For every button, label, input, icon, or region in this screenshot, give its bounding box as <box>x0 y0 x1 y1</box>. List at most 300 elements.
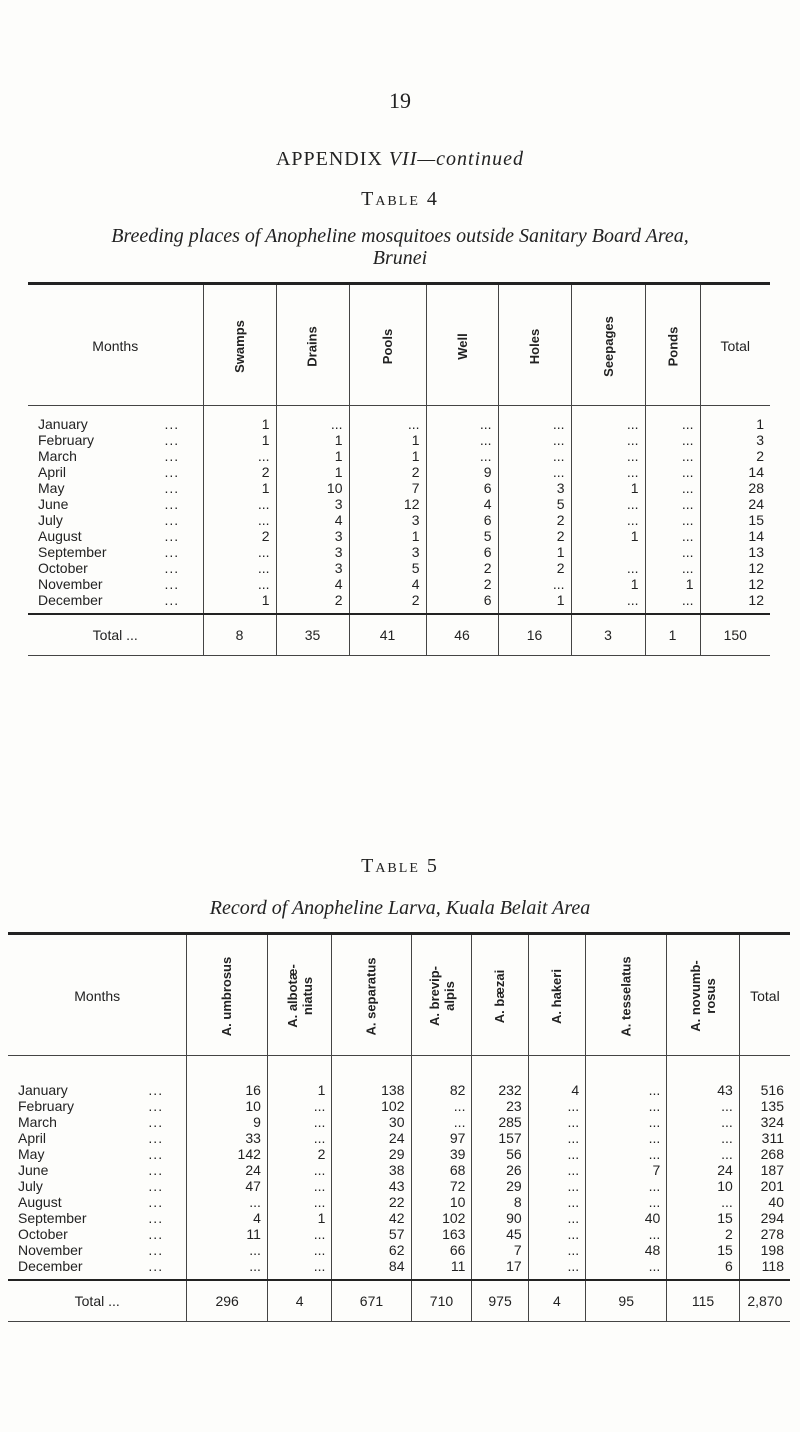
table4-row <box>28 528 770 544</box>
table5-month-cell <box>8 1242 187 1258</box>
table4-total-label: Total ... <box>28 614 203 656</box>
table5-value-cell: ... <box>528 1130 585 1146</box>
table5-value-cell: ... <box>586 1114 667 1130</box>
table4-value-cell: 2 <box>426 576 498 592</box>
table5-col-header <box>528 938 585 1056</box>
table4-spacer-cell <box>426 406 498 416</box>
table5-value-cell: 62 <box>332 1242 411 1258</box>
table4-title: Table 4 <box>361 188 439 210</box>
appendix-suffix: —continued <box>417 148 525 170</box>
table5-value-cell: ... <box>528 1146 585 1162</box>
table5-col-header-label: A. tesselatus <box>618 956 634 1037</box>
table5-value-cell: ... <box>586 1226 667 1242</box>
table5-total-label: Total ... <box>8 1280 187 1322</box>
table5-value-cell: ... <box>267 1114 332 1130</box>
table4-month-cell <box>28 576 203 592</box>
table5-value-cell: 9 <box>187 1114 267 1130</box>
table5-col-header-label: A. separatus <box>363 957 379 1036</box>
table5-month-leader: ... <box>148 1193 164 1210</box>
table4-month-label: October <box>38 559 88 576</box>
table4-row <box>28 544 770 560</box>
table5-row-total: 187 <box>739 1162 790 1178</box>
table4-value-cell: 5 <box>426 528 498 544</box>
table4-month-leader: ... <box>164 447 180 464</box>
table5-month-cell <box>8 1226 187 1242</box>
table5-month-cell <box>8 1114 187 1130</box>
table5-month-label: February <box>18 1097 75 1114</box>
table4-value-cell: ... <box>498 576 571 592</box>
table5-value-cell: ... <box>528 1114 585 1130</box>
table4-value-cell: ... <box>571 448 645 464</box>
table4-spacer-cell <box>349 406 426 416</box>
table5-value-cell: 48 <box>586 1242 667 1258</box>
table4-row-total: 3 <box>700 432 770 448</box>
table5-value-cell: ... <box>411 1114 472 1130</box>
table4-value-cell: ... <box>571 496 645 512</box>
table5-value-cell: ... <box>528 1242 585 1258</box>
table5-value-cell: ... <box>586 1258 667 1274</box>
table5-spacer-cell <box>586 1056 667 1082</box>
table5-col-header-label: A. novumb- rosus <box>688 960 719 1032</box>
table4-spacer-cell <box>276 406 349 416</box>
table5-value-cell: 56 <box>472 1146 528 1162</box>
table5-month-leader: ... <box>148 1209 164 1226</box>
table4-month-label: July <box>38 511 63 528</box>
table4-value-cell: ... <box>426 416 498 432</box>
table5-value-cell: 72 <box>411 1178 472 1194</box>
table5-value-cell: ... <box>586 1098 667 1114</box>
table5-value-cell: ... <box>586 1082 667 1098</box>
table4-value-cell <box>571 544 645 560</box>
table4-col-header-label: Seepages <box>600 316 616 378</box>
table4-value-cell: 2 <box>349 592 426 608</box>
table5-value-cell: ... <box>528 1258 585 1274</box>
table4-month-cell <box>28 496 203 512</box>
table5-value-cell: 163 <box>411 1226 472 1242</box>
table5-value-cell: ... <box>187 1194 267 1210</box>
table5-value-cell: 285 <box>472 1114 528 1130</box>
table5-col-header-label: A. brevip- alpis <box>426 966 457 1027</box>
table5-value-cell: ... <box>528 1162 585 1178</box>
table5-col-header-label: A. hakeri <box>549 969 565 1025</box>
table4-row-total: 15 <box>700 512 770 528</box>
table4-row <box>28 464 770 480</box>
table5-col-header-label: A. albotæ- niatus <box>284 964 315 1029</box>
table4-value-cell: ... <box>498 432 571 448</box>
table5-month-leader: ... <box>148 1097 164 1114</box>
table5-value-cell: 47 <box>187 1178 267 1194</box>
table4-value-cell: ... <box>426 448 498 464</box>
table5-value-cell: ... <box>586 1178 667 1194</box>
table5-row-total: 201 <box>739 1178 790 1194</box>
table5-row <box>8 1130 790 1146</box>
table5-value-cell: 102 <box>332 1098 411 1114</box>
table4-value-cell: ... <box>571 592 645 608</box>
table5-row <box>8 1178 790 1194</box>
table4-value-cell: ... <box>571 464 645 480</box>
table5-col-header <box>586 938 667 1056</box>
table5-month-cell <box>8 1258 187 1274</box>
table5-row <box>8 1114 790 1130</box>
table5-value-cell: 16 <box>187 1082 267 1098</box>
table4-row-total: 1 <box>700 416 770 432</box>
table4-value-cell: 1 <box>349 432 426 448</box>
table4-value-cell: 3 <box>276 560 349 576</box>
table5-value-cell: 24 <box>187 1162 267 1178</box>
table4-row-total: 24 <box>700 496 770 512</box>
table5-value-cell: 17 <box>472 1258 528 1274</box>
table4-row-total: 12 <box>700 592 770 608</box>
table5-spacer-cell <box>187 1056 267 1082</box>
table4-value-cell: 2 <box>426 560 498 576</box>
table5-value-cell: 97 <box>411 1130 472 1146</box>
table5-value-cell: 26 <box>472 1162 528 1178</box>
table5-month-label: March <box>18 1113 57 1130</box>
table5-value-cell: ... <box>187 1258 267 1274</box>
table4-value-cell: ... <box>571 512 645 528</box>
table4-row <box>28 576 770 592</box>
table4-spacer <box>28 406 770 416</box>
table4-value-cell: 2 <box>203 464 276 480</box>
table4-value-cell: ... <box>645 464 700 480</box>
table5-spacer-cell <box>332 1056 411 1082</box>
table5-month-label: December <box>18 1257 83 1274</box>
table4-row-total: 14 <box>700 528 770 544</box>
table5-spacer-cell <box>667 1056 740 1082</box>
table4-col-header <box>426 288 498 406</box>
table5-value-cell: 38 <box>332 1162 411 1178</box>
table4-total-cell: 35 <box>276 614 349 656</box>
table5-value-cell: 142 <box>187 1146 267 1162</box>
table4-value-cell: ... <box>426 432 498 448</box>
table4-value-cell: 1 <box>571 576 645 592</box>
table5-row-total: 40 <box>739 1194 790 1210</box>
table4-value-cell: ... <box>276 416 349 432</box>
table4-total-cell: 1 <box>645 614 700 656</box>
table4-value-cell: 1 <box>276 464 349 480</box>
table5-value-cell: 1 <box>267 1210 332 1226</box>
table4-value-cell: ... <box>645 528 700 544</box>
table5-value-cell: 57 <box>332 1226 411 1242</box>
table5-month-leader: ... <box>148 1177 164 1194</box>
table5-month-leader: ... <box>148 1145 164 1162</box>
table5-value-cell: ... <box>528 1098 585 1114</box>
table5-row <box>8 1098 790 1114</box>
table4-month-cell <box>28 560 203 576</box>
table4-value-cell: ... <box>498 416 571 432</box>
table5-value-cell: 84 <box>332 1258 411 1274</box>
table5-value-cell: 10 <box>411 1194 472 1210</box>
table5-value-cell: 157 <box>472 1130 528 1146</box>
table4-value-cell: 1 <box>203 480 276 496</box>
table5-value-cell: 1 <box>267 1082 332 1098</box>
table4-month-leader: ... <box>164 527 180 544</box>
table5-row-total: 118 <box>739 1258 790 1274</box>
table5-col-header-label: A. umbrosus <box>219 957 235 1037</box>
table4-month-cell <box>28 432 203 448</box>
table5-value-cell: 10 <box>667 1178 740 1194</box>
table4-col-header <box>645 288 700 406</box>
table4-value-cell: ... <box>203 544 276 560</box>
table5-value-cell: 24 <box>667 1162 740 1178</box>
table4-value-cell: 4 <box>349 576 426 592</box>
table4-value-cell: 10 <box>276 480 349 496</box>
table5-value-cell: 82 <box>411 1082 472 1098</box>
table4-month-leader: ... <box>164 463 180 480</box>
table5-value-cell: 10 <box>187 1098 267 1114</box>
table5-row <box>8 1242 790 1258</box>
table5-col-header <box>472 938 528 1056</box>
table5-month-label: July <box>18 1177 43 1194</box>
table5-value-cell: ... <box>267 1130 332 1146</box>
table4-month-cell <box>28 448 203 464</box>
table5-spacer-cell <box>8 1056 187 1082</box>
table4-value-cell: 1 <box>571 480 645 496</box>
table5-month-leader: ... <box>148 1129 164 1146</box>
table5-value-cell: 68 <box>411 1162 472 1178</box>
table4-month-leader: ... <box>164 559 180 576</box>
table5-row-total: 268 <box>739 1146 790 1162</box>
table4-month-cell <box>28 544 203 560</box>
table4-value-cell: 4 <box>426 496 498 512</box>
table4-value-cell: ... <box>645 496 700 512</box>
table5-row <box>8 1210 790 1226</box>
table4-caption-line2: Brunei <box>372 247 428 269</box>
table4-month-leader: ... <box>164 431 180 448</box>
table4-spacer-cell <box>498 406 571 416</box>
table5-value-cell: ... <box>411 1098 472 1114</box>
table4-grand-total: 150 <box>700 614 770 656</box>
table5-row-total: 324 <box>739 1114 790 1130</box>
table4-col-header-label: Well <box>454 333 470 360</box>
table4-col-header-label: Ponds <box>664 326 680 367</box>
table5-month-cell <box>8 1098 187 1114</box>
table5-total-cell: 115 <box>667 1280 740 1322</box>
table4-value-cell: 2 <box>203 528 276 544</box>
table4-total-cell: 16 <box>498 614 571 656</box>
table4-month-label: June <box>38 495 69 512</box>
table5-grand-total: 2,870 <box>739 1280 790 1322</box>
table4-month-leader: ... <box>164 575 180 592</box>
table5-total-cell: 4 <box>267 1280 332 1322</box>
table5-month-label: August <box>18 1193 62 1210</box>
table5-value-cell: 40 <box>586 1210 667 1226</box>
table4-value-cell: 1 <box>276 432 349 448</box>
table4-value-cell: ... <box>645 448 700 464</box>
table5-value-cell: 7 <box>586 1162 667 1178</box>
table5-spacer-cell <box>411 1056 472 1082</box>
table4-col-header <box>571 288 645 406</box>
table4-value-cell: ... <box>645 560 700 576</box>
table4-row <box>28 416 770 432</box>
table5-title: Table 5 <box>361 855 439 877</box>
table5-col-header <box>187 938 267 1056</box>
table5-row-total: 135 <box>739 1098 790 1114</box>
table5-row <box>8 1258 790 1274</box>
table5-value-cell: ... <box>528 1210 585 1226</box>
table5-value-cell: 29 <box>472 1178 528 1194</box>
table5-value-cell: ... <box>267 1226 332 1242</box>
table4-value-cell: 2 <box>276 592 349 608</box>
table5-value-cell: 2 <box>667 1226 740 1242</box>
table4-value-cell: 1 <box>276 448 349 464</box>
table4-value-cell: 4 <box>276 576 349 592</box>
table5-value-cell: 4 <box>187 1210 267 1226</box>
table4-month-cell <box>28 528 203 544</box>
table5-month-label: October <box>18 1225 68 1242</box>
table4-month-label: April <box>38 463 67 480</box>
table4-row-total: 13 <box>700 544 770 560</box>
table5-value-cell: 66 <box>411 1242 472 1258</box>
table5-total-cell: 296 <box>187 1280 267 1322</box>
table5-spacer-cell <box>472 1056 528 1082</box>
table5-caption: Record of Anopheline Larva, Kuala Belait Area <box>209 897 591 919</box>
table4-month-leader: ... <box>164 591 180 608</box>
table4-value-cell: 2 <box>349 464 426 480</box>
table5-value-cell: 45 <box>472 1226 528 1242</box>
table5-value-cell: 39 <box>411 1146 472 1162</box>
table5-row <box>8 1194 790 1210</box>
table4-month-label: May <box>38 479 65 496</box>
table4-value-cell: 3 <box>276 496 349 512</box>
table4-value-cell: ... <box>645 480 700 496</box>
table5-col-header <box>411 938 472 1056</box>
table4-value-cell: 2 <box>498 512 571 528</box>
table4-value-cell: 1 <box>349 448 426 464</box>
table5-month-label: November <box>18 1241 83 1258</box>
table5-month-cell <box>8 1194 187 1210</box>
table4-value-cell: ... <box>645 432 700 448</box>
table5-month-label: June <box>18 1161 49 1178</box>
table4-month-label: August <box>38 527 82 544</box>
table4-value-cell: ... <box>571 432 645 448</box>
table5-value-cell: 42 <box>332 1210 411 1226</box>
table5-month-label: May <box>18 1145 45 1162</box>
table5-spacer <box>8 1056 790 1082</box>
table4-value-cell: ... <box>645 544 700 560</box>
table5-value-cell: 23 <box>472 1098 528 1114</box>
table5-value-cell: 30 <box>332 1114 411 1130</box>
table5-month-cell <box>8 1146 187 1162</box>
table4-month-label: September <box>38 543 107 560</box>
table5-spacer-cell <box>739 1056 790 1082</box>
table4-caption <box>0 225 800 269</box>
table5-value-cell: 11 <box>411 1258 472 1274</box>
table4-value-cell: ... <box>645 512 700 528</box>
table4-row-total: 14 <box>700 464 770 480</box>
table5-value-cell: ... <box>586 1146 667 1162</box>
table4-value-cell: ... <box>645 592 700 608</box>
table4-value-cell: ... <box>571 416 645 432</box>
table5-value-cell: 22 <box>332 1194 411 1210</box>
table5-value-cell: ... <box>586 1130 667 1146</box>
table5-month-cell <box>8 1082 187 1098</box>
table4-value-cell: ... <box>203 560 276 576</box>
table4-value-cell: 1 <box>203 416 276 432</box>
table4-value-cell: 6 <box>426 592 498 608</box>
table5-value-cell: 15 <box>667 1242 740 1258</box>
table5-month-label: September <box>18 1209 87 1226</box>
table4-value-cell: 7 <box>349 480 426 496</box>
table4-total-row <box>28 614 770 656</box>
table4-value-cell: 3 <box>276 544 349 560</box>
table5-col-header <box>267 938 332 1056</box>
table5-month-leader: ... <box>148 1113 164 1130</box>
table5-row-total: 516 <box>739 1082 790 1098</box>
table5-month-leader: ... <box>148 1241 164 1258</box>
table4-value-cell: 1 <box>498 544 571 560</box>
table4-month-leader: ... <box>164 543 180 560</box>
table4-month-cell <box>28 512 203 528</box>
table4-month-leader: ... <box>164 415 180 432</box>
table4-spacer-cell <box>571 406 645 416</box>
table4-value-cell: 3 <box>349 512 426 528</box>
table5-col-header <box>667 938 740 1056</box>
table4-col-header <box>498 288 571 406</box>
table5-value-cell: ... <box>586 1194 667 1210</box>
table5-value-cell: ... <box>528 1178 585 1194</box>
table5-value-cell: 7 <box>472 1242 528 1258</box>
table4-col-header <box>349 288 426 406</box>
table5-month-label: April <box>18 1129 47 1146</box>
table4-month-leader: ... <box>164 495 180 512</box>
table5-month-leader: ... <box>148 1161 164 1178</box>
table5-total-row <box>8 1280 790 1322</box>
table5-value-cell: ... <box>667 1098 740 1114</box>
table4-value-cell: ... <box>571 560 645 576</box>
table4-value-cell: 1 <box>645 576 700 592</box>
table4-value-cell: 5 <box>349 560 426 576</box>
table5-value-cell: 8 <box>472 1194 528 1210</box>
table5-month-leader: ... <box>148 1081 164 1098</box>
table5-month-cell <box>8 1162 187 1178</box>
table5-value-cell: 29 <box>332 1146 411 1162</box>
table4-value-cell: 4 <box>276 512 349 528</box>
table4-row <box>28 592 770 608</box>
table4-col-header-label: Pools <box>380 329 395 365</box>
table5-row-total: 278 <box>739 1226 790 1242</box>
table5-row <box>8 1082 790 1098</box>
table4-value-cell: 2 <box>498 528 571 544</box>
table5-value-cell: ... <box>267 1178 332 1194</box>
table4-value-cell: 6 <box>426 544 498 560</box>
table4-value-cell: ... <box>203 512 276 528</box>
table5-value-cell: 102 <box>411 1210 472 1226</box>
table5-value-cell: 43 <box>667 1082 740 1098</box>
table5-month-leader: ... <box>148 1225 164 1242</box>
table5-value-cell: ... <box>667 1146 740 1162</box>
table4-col-header-label: Holes <box>527 329 542 365</box>
appendix-heading: APPENDIX VII—continued <box>275 148 525 170</box>
table4-row-total: 12 <box>700 560 770 576</box>
table4-month-cell <box>28 480 203 496</box>
table4-value-cell: 6 <box>426 512 498 528</box>
table5-value-cell: ... <box>187 1242 267 1258</box>
table4-value-cell: 3 <box>349 544 426 560</box>
table5-value-cell: 138 <box>332 1082 411 1098</box>
table4-total-cell: 41 <box>349 614 426 656</box>
table4-month-cell <box>28 416 203 432</box>
table5-header-row <box>8 938 790 1056</box>
table4-col-header-label: Swamps <box>232 320 247 374</box>
table5-total-cell: 4 <box>528 1280 585 1322</box>
table4-month-label: February <box>38 431 95 448</box>
table5-value-cell: ... <box>528 1194 585 1210</box>
table5-total-cell: 671 <box>332 1280 411 1322</box>
table5-row <box>8 1226 790 1242</box>
table5-value-cell: 11 <box>187 1226 267 1242</box>
table4-spacer-cell <box>28 406 203 416</box>
